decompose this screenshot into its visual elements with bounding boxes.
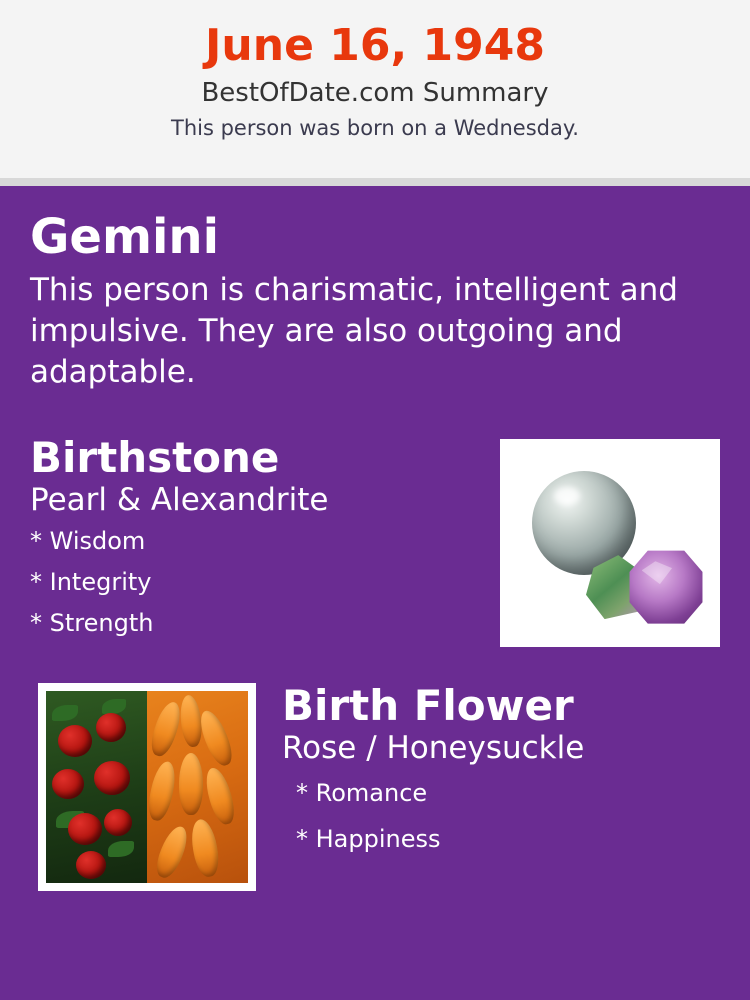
- leaf-shape: [102, 699, 126, 714]
- honeysuckle-bloom: [147, 759, 179, 822]
- leaf-shape: [52, 705, 78, 721]
- birth-flower-section: [30, 683, 720, 893]
- honeysuckle-bloom: [188, 817, 222, 878]
- birth-flower-title: Birth Flower: [282, 681, 574, 731]
- rose-bloom: [96, 713, 126, 742]
- header: [0, 0, 750, 178]
- birthstone-trait: * Integrity: [30, 567, 152, 596]
- birth-flower-names: Rose / Honeysuckle: [282, 730, 585, 767]
- alexandrite-cut-shape: [628, 549, 704, 625]
- birthstone-trait: * Strength: [30, 608, 154, 637]
- rose-bloom: [52, 769, 84, 799]
- rose-bloom: [104, 809, 132, 836]
- honeysuckle-bloom: [147, 699, 185, 759]
- leaf-shape: [108, 841, 134, 857]
- header-divider: [0, 178, 750, 186]
- honeysuckle-bloom: [179, 753, 203, 815]
- birthstone-names: Pearl & Alexandrite: [30, 482, 329, 519]
- zodiac-sign-title: Gemini: [30, 209, 220, 265]
- zodiac-description: This person is charismatic, intelligent and impulsive. They are also outgoing and adaptable.: [30, 272, 678, 391]
- birth-flower-trait: * Happiness: [296, 824, 441, 853]
- honeysuckle-bloom: [201, 765, 238, 827]
- zodiac-section: [30, 209, 720, 393]
- birthstone-image: [500, 439, 720, 647]
- page-title: June 16, 1948: [205, 20, 545, 71]
- birthstone-text: [30, 435, 460, 635]
- birthstone-section: [30, 435, 720, 655]
- site-name: BestOfDate.com Summary: [201, 78, 549, 109]
- birthstone-title: Birthstone: [30, 433, 280, 483]
- alexandrite-icon: [586, 527, 704, 625]
- honeysuckle-bloom: [195, 707, 237, 769]
- birth-flower-trait: * Romance: [296, 778, 428, 807]
- birth-flower-image-inner: [46, 691, 248, 883]
- rose-bloom: [58, 725, 92, 757]
- birth-flower-text: [282, 683, 720, 851]
- rose-bloom: [76, 851, 106, 879]
- honeysuckle-icon: [147, 691, 248, 883]
- honeysuckle-bloom: [152, 823, 193, 881]
- details-panel: [0, 186, 750, 1000]
- birth-weekday-text: This person was born on a Wednesday.: [171, 115, 579, 140]
- birth-flower-image: [38, 683, 256, 891]
- rose-bloom: [68, 813, 102, 845]
- rose-icon: [46, 691, 147, 883]
- birthstone-image-inner: [508, 447, 712, 639]
- birthstone-trait: * Wisdom: [30, 526, 146, 555]
- rose-bloom: [94, 761, 130, 795]
